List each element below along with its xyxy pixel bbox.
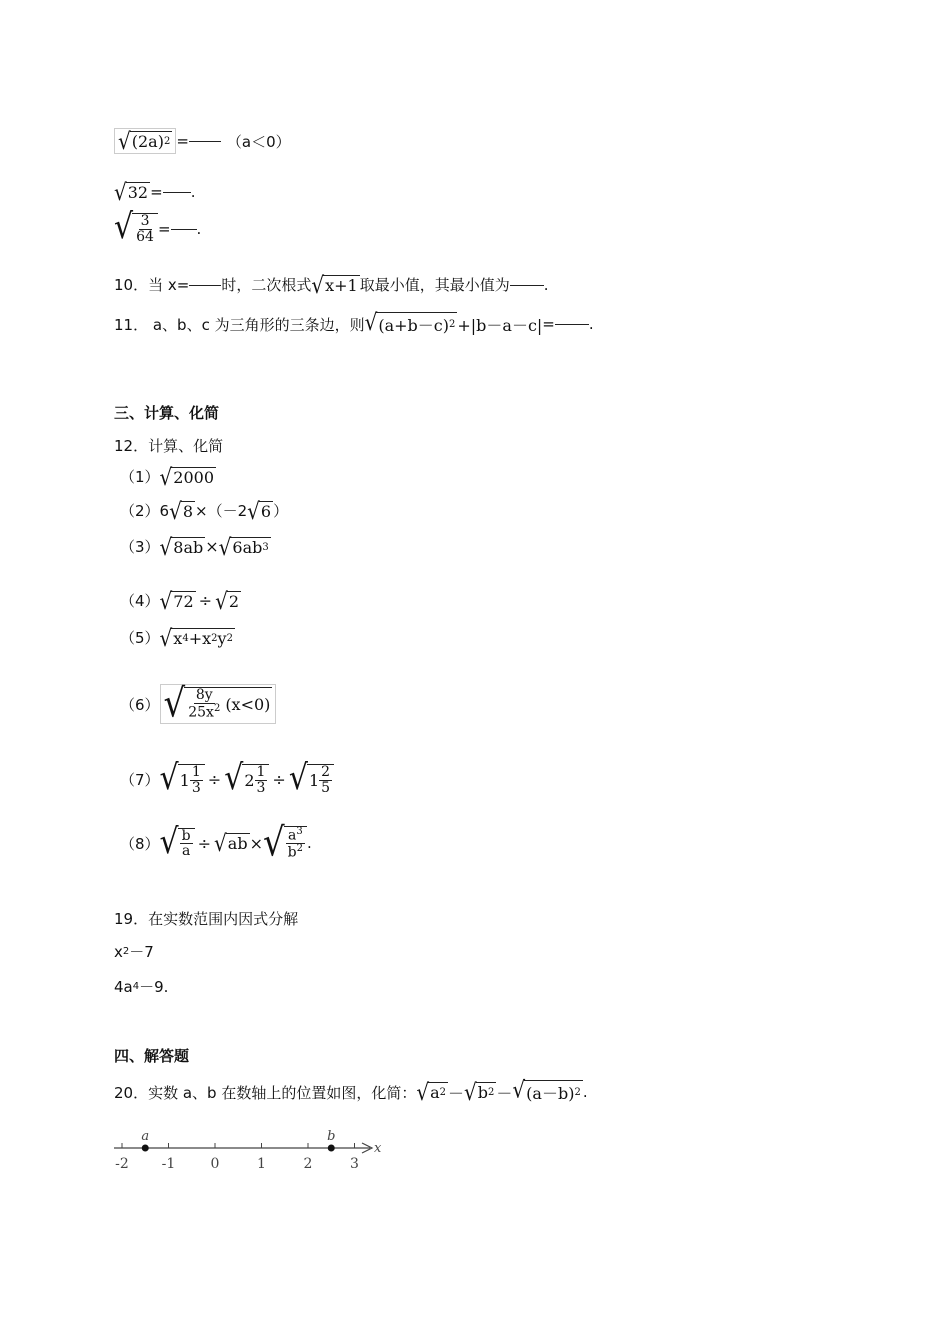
section3-title: 三、计算、化简: [114, 404, 220, 422]
q10-mid: 时，二次根式: [221, 276, 312, 294]
q8a-exponent: 2: [163, 136, 171, 147]
answer-blank[interactable]: [189, 284, 221, 286]
denominator: 5: [321, 779, 331, 796]
whole: 2: [244, 770, 255, 790]
tick-label: -2: [115, 1156, 129, 1172]
coefficient: 6: [159, 501, 170, 520]
numerator: a: [287, 827, 297, 844]
radicand: b: [477, 1083, 489, 1102]
denominator: 25x: [188, 704, 214, 721]
tick-label: 0: [210, 1156, 220, 1172]
radicand: 8: [182, 501, 194, 521]
number-line-diagram: [108, 1128, 388, 1174]
radicand: 72: [173, 591, 194, 611]
item-label: （1）: [120, 468, 160, 486]
point-a-label: a: [141, 1129, 150, 1144]
point-a: [142, 1145, 149, 1152]
q12-item-7: （7） √ 1 $\frac{1}{3}$ ÷ √ 2 $\frac{1}{3}$ ÷ √ 1 $\frac{2}{5}$: [120, 764, 334, 795]
q8a-radicand: (2a): [131, 132, 164, 151]
base: x: [114, 942, 123, 961]
radicand: 2000: [173, 467, 215, 487]
point-b: [328, 1145, 335, 1152]
q8a-expression: √ (2a) 2: [114, 128, 176, 154]
tick-label: 3: [350, 1156, 359, 1172]
exponent: 2: [296, 843, 303, 855]
tick-label: 1: [257, 1156, 266, 1172]
q11-abs: +|b－a－c|: [457, 315, 543, 335]
q19-line-1: [114, 941, 154, 962]
exponent: 3: [296, 826, 303, 837]
item-label: （8）: [120, 834, 160, 853]
answer-blank[interactable]: [163, 191, 191, 193]
answer-blank[interactable]: [171, 228, 197, 230]
end-paren: ）: [273, 502, 289, 520]
period: .: [196, 219, 202, 238]
q10-line: 10．当 x= 时，二次根式 √ x+1 取最小值，其最小值为 .: [114, 270, 549, 299]
middle-text: ×（－2: [195, 502, 248, 520]
item-label: （4）: [120, 592, 160, 610]
q8b-line: √ 32 = .: [114, 178, 196, 206]
radicand: ab: [227, 834, 248, 854]
q10-suffix: 取最小值，其最小值为: [359, 276, 510, 294]
q20-prefix: 20．实数 a、b 在数轴上的位置如图，化简：: [114, 1083, 417, 1102]
period: .: [543, 275, 549, 294]
condition: (x<0): [225, 695, 271, 714]
exponent: 2: [488, 1087, 495, 1098]
radicand: (a－b): [526, 1084, 575, 1103]
point-b-label: b: [327, 1129, 336, 1144]
q8c-line: √ $\frac{3}{64}$ = .: [114, 207, 202, 248]
denominator: 3: [256, 779, 266, 796]
q11-radicand: (a+b－c): [378, 316, 449, 335]
radicand: 6: [260, 501, 272, 521]
q8a-line: [114, 128, 291, 154]
q12-item-1: （1） √ 2000: [120, 462, 215, 491]
times-sign: ×: [205, 537, 219, 556]
equals: =: [157, 219, 171, 238]
q8c-fraction: [134, 214, 156, 244]
denominator: a: [181, 843, 191, 860]
exponent: 2: [226, 632, 233, 644]
exponent: 2: [574, 1087, 581, 1098]
denominator: b: [287, 845, 297, 861]
answer-blank[interactable]: [189, 140, 221, 142]
q11-line: 11． a、b、c 为三角形的三条边，则 √ (a+b－c) 2 +|b－a－c| = .: [114, 307, 594, 336]
item-label: （5）: [120, 629, 160, 647]
period: .: [190, 183, 196, 201]
divide-sign: ÷: [197, 833, 212, 853]
q19-line-2: [114, 976, 168, 997]
q11-prefix: 11． a、b、c 为三角形的三条边，则: [114, 315, 365, 334]
exponent: 4: [132, 981, 140, 992]
radicand: 6ab: [232, 537, 263, 557]
q8c-numerator: 3: [140, 213, 150, 229]
q12-item-3: （3） √ 8ab × √ 6ab 3: [120, 532, 269, 561]
q12-item-6: （6） √ $\frac{8y}{25x^2}$ (x<0): [120, 684, 276, 724]
exponent: 2: [439, 1087, 447, 1098]
exponent: 4: [182, 632, 189, 644]
term: y: [217, 628, 227, 648]
divide-sign: ÷: [198, 591, 213, 610]
equals: =: [176, 132, 189, 150]
whole: 1: [308, 770, 320, 790]
tick-label: 2: [303, 1156, 313, 1172]
answer-blank[interactable]: [555, 323, 589, 325]
axis-label: x: [374, 1141, 382, 1156]
q10-prefix: 10．当 x=: [114, 276, 190, 294]
rest: －9.: [139, 978, 169, 996]
section4-title: 四、解答题: [114, 1047, 190, 1065]
minus-sign: －: [496, 1083, 513, 1103]
period: .: [582, 1083, 588, 1101]
q11-exponent: 2: [448, 319, 456, 330]
period: .: [307, 834, 312, 853]
equals: =: [542, 315, 555, 333]
answer-blank[interactable]: [510, 284, 544, 286]
item-label: （2）: [120, 502, 160, 520]
whole: 1: [179, 770, 190, 790]
numerator: 1: [256, 764, 266, 780]
q20-line: 20．实数 a、b 在数轴上的位置如图，化简： √ a 2 － √ b 2 － √ (a－b) 2 .: [114, 1075, 588, 1106]
q8a-condition: （a＜0）: [226, 132, 291, 151]
q10-radicand: x+1: [325, 275, 358, 295]
q12-item-8: （8） √ $\frac{b}{a}$ ÷ √ ab × √ $\frac{a^3}{b^2}$ .: [120, 819, 312, 866]
denominator: 3: [191, 779, 201, 796]
numerator: 8y: [195, 687, 213, 704]
q12-item-2: （2） 6 √ 8 ×（－2 √ 6 ）: [120, 496, 289, 525]
q12-item-5: （5） √ x 4 +x 2 y 2: [120, 623, 233, 652]
exponent: 2: [213, 703, 221, 715]
item-label: （6）: [120, 695, 160, 714]
q8c-denominator: 64: [136, 228, 154, 245]
numerator: 2: [321, 764, 331, 780]
q12-title: 12．计算、化简: [114, 437, 224, 455]
period: .: [588, 315, 594, 333]
divide-sign: ÷: [272, 770, 286, 790]
radicand: 2: [228, 591, 239, 611]
term: x: [173, 628, 183, 648]
exponent: 2: [211, 632, 218, 644]
item-label: （3）: [120, 538, 160, 556]
exponent: 2: [122, 946, 130, 957]
minus-sign: －: [448, 1083, 465, 1103]
exponent: 3: [262, 541, 269, 553]
equals: =: [150, 183, 163, 201]
times-sign: ×: [249, 833, 263, 853]
radicand: 8ab: [173, 537, 204, 557]
rest: －7: [129, 943, 154, 961]
term: +x: [188, 628, 212, 648]
q19-title: 19．在实数范围内因式分解: [114, 910, 299, 928]
q8b-radicand: 32: [127, 183, 149, 202]
radicand: a: [430, 1083, 440, 1102]
q12-item-4: （4） √ 72 ÷ √ 2: [120, 586, 239, 615]
item-label: （7）: [120, 771, 160, 790]
divide-sign: ÷: [207, 770, 222, 790]
base: 4a: [114, 977, 133, 996]
numerator: b: [181, 827, 191, 844]
tick-label: -1: [161, 1156, 176, 1172]
numerator: 1: [191, 764, 201, 780]
